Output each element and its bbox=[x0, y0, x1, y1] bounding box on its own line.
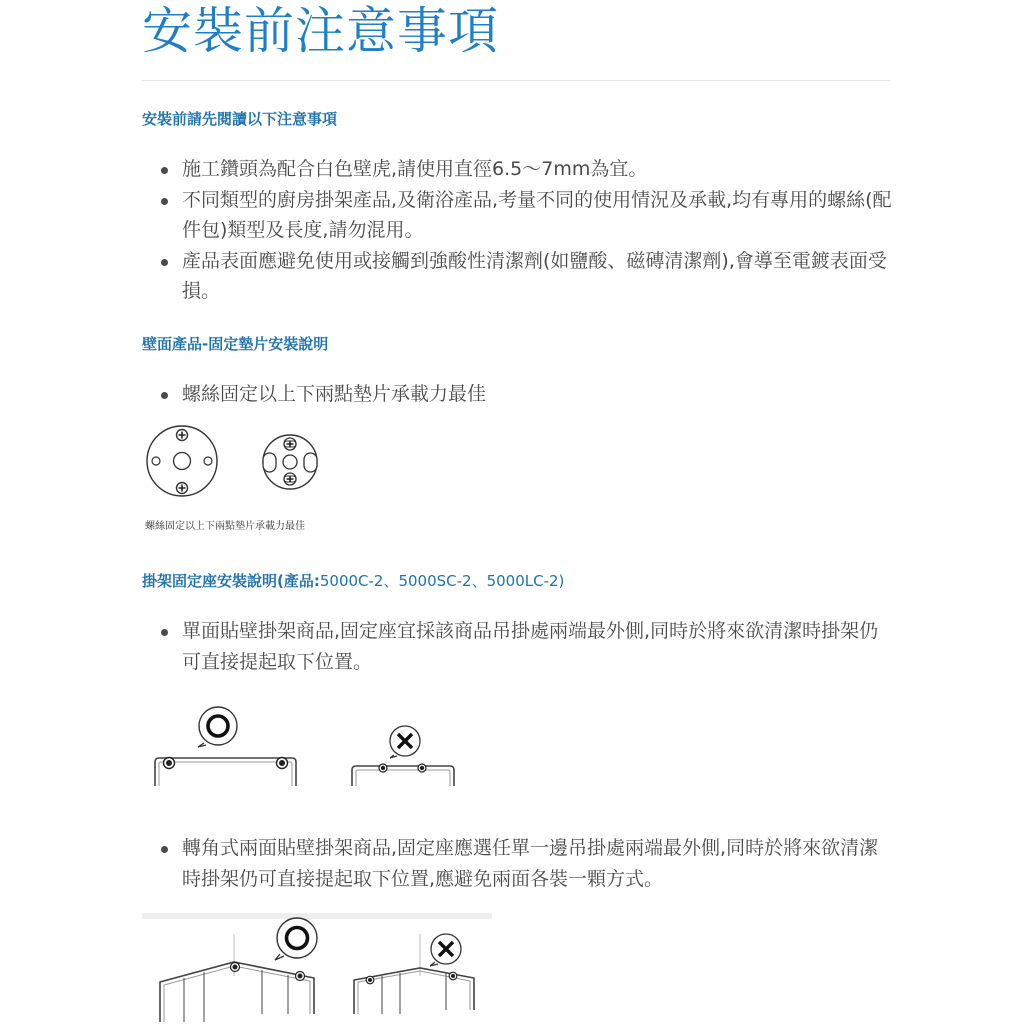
list-item: 螺絲固定以上下兩點墊片承載力最佳 bbox=[142, 379, 892, 410]
section-title-wall-washer: 壁面產品-固定墊片安裝說明 bbox=[142, 335, 329, 353]
section-title-main: 掛架固定座安裝說明(產品: bbox=[142, 572, 320, 590]
section-title-pre-install: 安裝前請先閱讀以下注意事項 bbox=[142, 110, 338, 128]
list-item: 產品表面應避免使用或接觸到強酸性清潔劑(如鹽酸、磁磚清潔劑),會導至電鍍表面受損。 bbox=[142, 246, 892, 307]
washer-diagram-caption: 螺絲固定以上下兩點墊片承載力最佳 bbox=[145, 521, 305, 532]
washer-slotted-icon bbox=[263, 435, 317, 489]
correct-mount-illustration bbox=[155, 707, 296, 786]
list-item: 單面貼壁掛架商品,固定座宜採該商品吊掛處兩端最外側,同時於將來欲清潔時掛架仍可直接提起取下位置。 bbox=[142, 616, 892, 677]
pre-install-notes-list bbox=[142, 154, 892, 307]
list-item: 不同類型的廚房掛架產品,及衛浴產品,考量不同的使用情況及承載,均有專用的螺絲(配件包)類型及長度,請勿混用。 bbox=[142, 185, 892, 246]
cross-ng-icon bbox=[430, 934, 461, 966]
list-item: 施工鑽頭為配合白色壁虎,請使用直徑6.5～7mm為宜。 bbox=[142, 154, 892, 185]
circle-ok-icon bbox=[275, 918, 317, 960]
circle-ok-icon bbox=[198, 707, 237, 747]
rack-mount-list-b bbox=[142, 833, 892, 894]
section-title-rack-mount bbox=[142, 571, 564, 591]
list-item: 轉角式兩面貼壁掛架商品,固定座應選任單一邊吊掛處兩端最外側,同時於將來欲清潔時掛架仍可直接提起取下位置,應避免兩面各裝一顆方式。 bbox=[142, 833, 892, 894]
washer-two-point-icon bbox=[147, 426, 217, 496]
wrong-corner-mount-illustration bbox=[354, 934, 474, 1014]
single-wall-rack-diagram bbox=[148, 700, 468, 792]
wrong-mount-illustration bbox=[352, 726, 454, 786]
rack-mount-list-a bbox=[142, 616, 892, 677]
title-divider bbox=[142, 80, 890, 81]
cross-ng-icon bbox=[390, 726, 420, 758]
wall-washer-list bbox=[142, 379, 892, 410]
section-title-models: 5000C-2、5000SC-2、5000LC-2) bbox=[319, 572, 565, 590]
correct-corner-mount-illustration bbox=[160, 918, 317, 1022]
washer-diagram bbox=[142, 422, 332, 504]
corner-rack-diagram bbox=[142, 910, 502, 1024]
page-title: 安裝前注意事項 bbox=[142, 2, 499, 60]
